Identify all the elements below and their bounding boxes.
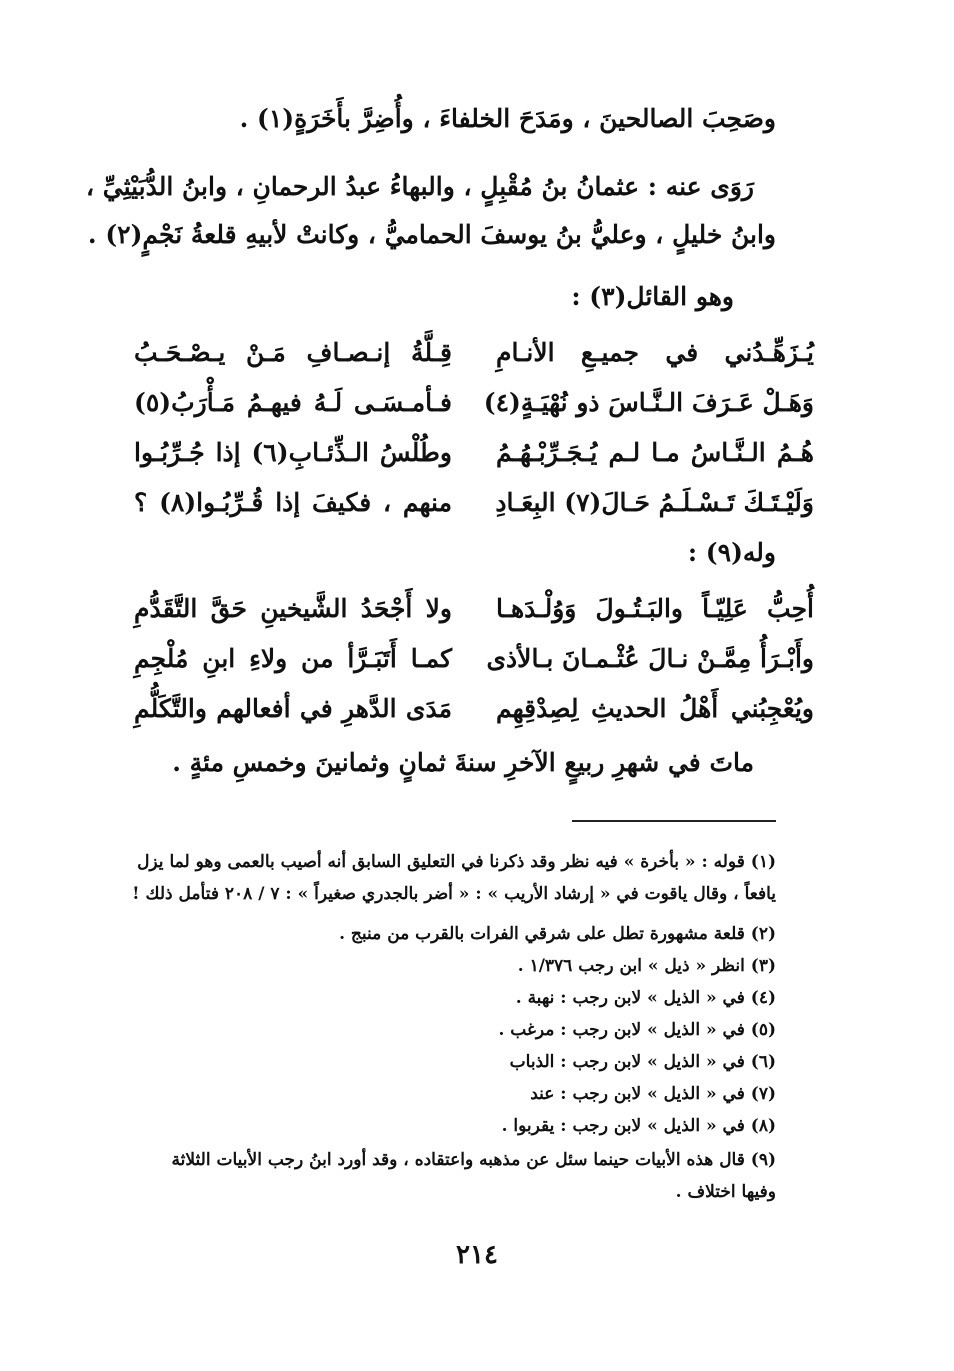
- verse-line: [134, 694, 814, 738]
- footnote-line: (٢) قلعة مشهورة تطل على شرقي الفرات بالقرب من منبج .: [339, 924, 776, 944]
- verse-second-hemistich: ولا أَجْحَدُ الشَّيخينِ حَقَّ التَّقَدُّمِ: [134, 594, 452, 623]
- verse-line: [134, 438, 814, 482]
- verse-first-hemistich: هُـمُ الـنَّـاسُ مـا لـم يُـجَـرِّبْـهُـمُ: [496, 438, 814, 467]
- footnote-line: وفيها اختلاف .: [675, 1182, 776, 1202]
- verse-line: [134, 338, 814, 382]
- verse-first-hemistich: وَلَيْـتَـكَ تَـسْـلَـمُ حَـالَ(٧) البِعَـادِ: [495, 488, 814, 517]
- verse-first-hemistich: ويُعْجِبُني أَهْلُ الحديثِ لِصِدْقِهِم: [496, 694, 814, 723]
- verse-line: [134, 488, 814, 532]
- verse-second-hemistich: وطُلْسُ الـذِّئـابِ(٦) إذا جُـرِّبُـوا: [134, 438, 452, 467]
- footnote-line: (٧) في « الذيل » لابن رجب : عند: [530, 1084, 776, 1104]
- paragraph-line: وله(٩) :: [687, 538, 776, 567]
- footnote-line: (٣) انظر « ذيل » ابن رجب ١/٣٧٦ .: [517, 956, 776, 976]
- footnote-line: (٩) قال هذه الأبيات حينما سئل عن مذهبه واعتقاده ، وقد أورد ابنُ رجب الأبيات الثلاثة: [171, 1150, 776, 1170]
- verse-line: [134, 594, 814, 638]
- verse-second-hemistich: كمـا أَتَبَـرَّأ من ولاءِ ابنِ مُلْجِمِ: [134, 644, 452, 673]
- page-number: ٢١٤: [456, 1240, 498, 1270]
- paragraph-line: وصَحِبَ الصالحينَ ، ومَدَحَ الخلفاءَ ، وأُضِرَّ بأَخَرَةٍ(١) .: [239, 104, 776, 133]
- footnote-line: (٥) في « الذيل » لابن رجب : مرغب .: [498, 1020, 776, 1040]
- verse-line: [134, 388, 814, 432]
- verse-second-hemistich: قِـلَّةُ إنـصـافِ مَـنْ يـصْـحَـبُ: [134, 338, 452, 367]
- verse-first-hemistich: وأَبْـرَأُ مِمَّـنْ نـالَ عُثْـمـانَ بـالأذى: [486, 644, 814, 673]
- verse-first-hemistich: وَهَـلْ عَـرَفَ الـنَّـاسَ ذو نُهْيَـةٍ(٤): [483, 388, 814, 417]
- paragraph-line: رَوَى عنه : عثمانُ بنُ مُقْبِلٍ ، والبهاءُ عبدُ الرحمانِ ، وابنُ الدُّبَيْثِيِّ ،: [85, 172, 754, 201]
- paragraph-line: ماتَ في شهرِ ربيعٍ الآخرِ سنةَ ثمانٍ وثمانينَ وخمسِ مئةٍ .: [172, 748, 754, 777]
- verse-second-hemistich: منهم ، فكيفَ إذا قُـرِّبُـوا(٨) ؟: [134, 488, 452, 517]
- verse-first-hemistich: أُحِبُّ عَلِيّـاً والبَـتُـولَ وَوُلْـدَهـا: [496, 594, 814, 623]
- paragraph-line: وابنُ خليلٍ ، وعليُّ بنُ يوسفَ الحماميُّ ، وكانتْ لأبيهِ قلعةُ نَجْمٍ(٢) .: [87, 220, 776, 249]
- footnote-line: (٦) في « الذيل » لابن رجب : الذباب: [509, 1052, 776, 1072]
- footnote-line: (٨) في « الذيل » لابن رجب : يقربوا .: [501, 1116, 776, 1136]
- footnote-line: (١) قوله : « بأخرة » فيه نظر وقد ذكرنا في التعليق السابق أنه أصيب بالعمى وهو لما يزل: [137, 852, 776, 872]
- verse-second-hemistich: فـأمـسَـى لَـهُ فيهـمُ مَـأْرَبُ(٥): [134, 388, 452, 417]
- verse-second-hemistich: مَدَى الدَّهرِ في أفعالهم والتَّكَلُّمِ: [134, 694, 452, 723]
- footnote-line: (٤) في « الذيل » لابن رجب : نهبة .: [515, 988, 776, 1008]
- paragraph-line: وهو القائل(٣) :: [571, 282, 734, 311]
- footnote-line: يافعاً ، وقال ياقوت في « إرشاد الأريب » : « أضر بالجدري صغيراً » : ٧ / ٢٠٨ فتأمل ذلك !: [132, 884, 776, 904]
- verse-line: [134, 644, 814, 688]
- footnote-divider: [572, 820, 776, 822]
- verse-first-hemistich: يُـزَهِّـدُني في جميـعِ الأنـامِ: [496, 338, 814, 367]
